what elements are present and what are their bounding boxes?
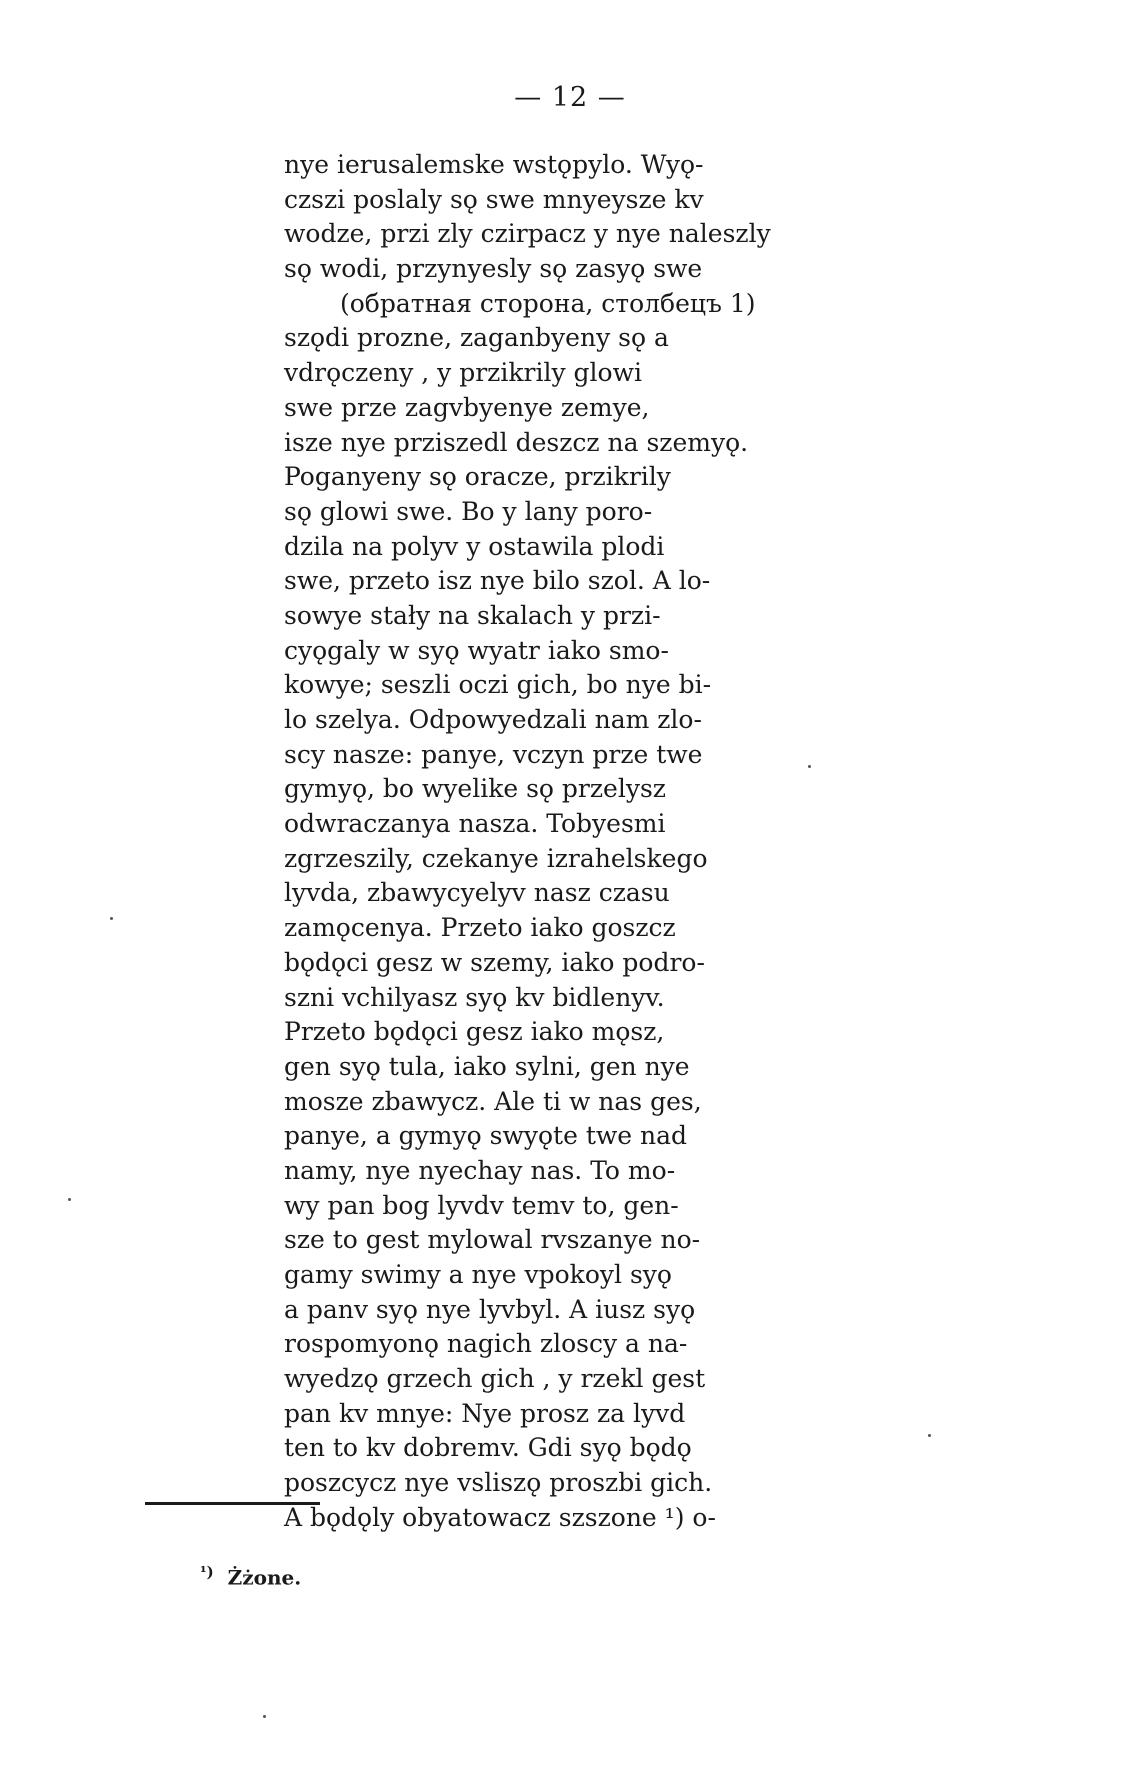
text-line: dzila na polyv y ostawila plodi xyxy=(284,531,665,561)
text-line: wyedzǫ grzech gich , y rzekl gest xyxy=(284,1364,706,1394)
text-line: zgrzeszily, czekanye izrahelskego xyxy=(284,843,708,873)
body-text xyxy=(284,148,771,1536)
column-note-line: (обратная сторона, столбецъ 1) xyxy=(340,288,756,318)
text-line: Poganyeny sǫ oracze, przikrily xyxy=(284,462,671,492)
text-line: nye ierusalemske wstǫpylo. Wyǫ- xyxy=(284,150,704,179)
text-line: swe prze zagvbyenye zemye, xyxy=(284,392,650,422)
text-line: isze nye prziszedl deszcz na szemyǫ. xyxy=(284,427,749,457)
text-line: rospomyonǫ nagich zloscy a na- xyxy=(284,1329,688,1359)
footnote-text: Żżone. xyxy=(227,1565,302,1590)
text-line: odwraczanya nasza. Tobyesmi xyxy=(284,809,666,839)
text-line: kowye; seszli oczi gich, bo nye bi- xyxy=(284,670,712,700)
footnote xyxy=(200,1563,301,1590)
text-line: sowye stały na skalach y przi- xyxy=(284,600,661,630)
text-line: cyǫgaly w syǫ wyatr iako smo- xyxy=(284,635,669,665)
text-line: wodze, przi zly czirpacz y nye naleszly xyxy=(284,219,771,249)
text-line: gamy swimy a nye vpokoyl syǫ xyxy=(284,1260,672,1289)
text-line: scy nasze: panye, vczyn prze twe xyxy=(284,739,703,769)
text-line: sze to gest mylowal rvszanye no- xyxy=(284,1225,701,1255)
scan-speck xyxy=(263,1715,266,1718)
text-line: lo szelya. Odpowyedzali nam zlo- xyxy=(284,705,702,734)
text-line: pan kv mnye: Nye prosz za lyvd xyxy=(284,1398,686,1428)
text-line: gymyǫ, bo wyelike sǫ przelysz xyxy=(284,774,666,804)
scan-speck xyxy=(68,1198,71,1201)
scan-speck xyxy=(110,917,113,920)
footnote-rule xyxy=(145,1502,320,1505)
text-line: A bǫdǫly obyatowacz szszone ¹) o- xyxy=(284,1502,716,1532)
text-line: sǫ wodi, przynyesly sǫ zasyǫ swe xyxy=(284,254,703,284)
text-line: gen syǫ tula, iako sylni, gen nye xyxy=(284,1051,690,1081)
footnote-mark: ¹) xyxy=(200,1563,214,1581)
text-line: czszi poslaly sǫ swe mnyeysze kv xyxy=(284,184,704,214)
text-line: a panv syǫ nye lyvbyl. A iusz syǫ xyxy=(284,1294,696,1324)
text-line: namy, nye nyechay nas. To mo- xyxy=(284,1155,676,1185)
text-line: mosze zbawycz. Ale ti w nas ges, xyxy=(284,1086,702,1116)
scan-speck xyxy=(808,765,811,768)
text-line: wy pan bog lyvdv temv to, gen- xyxy=(284,1190,679,1220)
text-line: sǫ glowi swe. Bo y lany poro- xyxy=(284,496,653,526)
page-number: — 12 — xyxy=(514,82,626,113)
text-line: lyvda, zbawycyelyv nasz czasu xyxy=(284,878,670,908)
text-line: panye, a gymyǫ swyǫte twe nad xyxy=(284,1121,688,1151)
text-line: szǫdi prozne, zaganbyeny sǫ a xyxy=(284,323,669,353)
scan-speck xyxy=(928,1434,931,1437)
text-line: zamǫcenya. Przeto iako goszcz xyxy=(284,913,676,943)
text-line: ten to kv dobremv. Gdi syǫ bǫdǫ xyxy=(284,1433,692,1463)
text-line: swe, przeto isz nye bilo szol. A lo- xyxy=(284,566,711,596)
text-line: poszcycz nye vsliszǫ proszbi gich. xyxy=(284,1468,713,1498)
text-line: szni vchilyasz syǫ kv bidlenyv. xyxy=(284,982,665,1012)
text-line: vdrǫczeny , y przikrily glowi xyxy=(284,358,642,388)
text-line: bǫdǫci gesz w szemy, iako podro- xyxy=(284,947,705,977)
text-line: Przeto bǫdǫci gesz iako mǫsz, xyxy=(284,1017,665,1047)
